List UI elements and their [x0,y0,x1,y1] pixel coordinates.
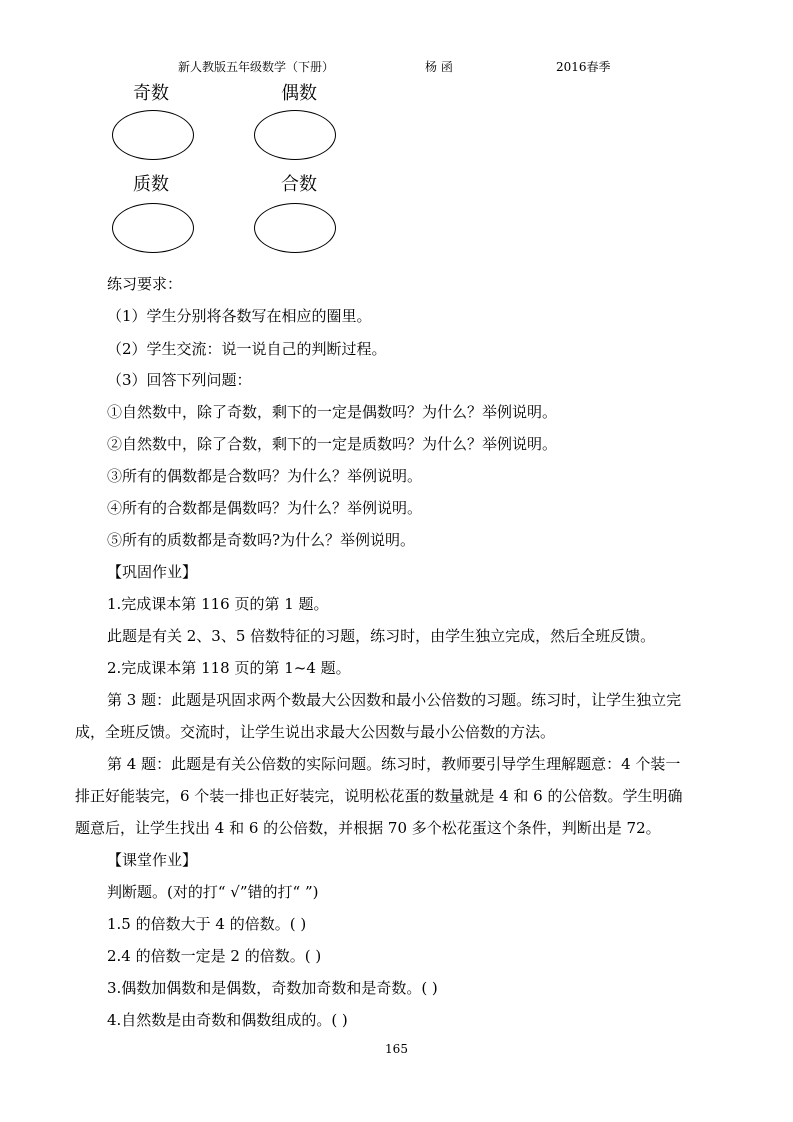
judge-item-4: 4.自然数是由奇数和偶数组成的。( ) [107,1011,348,1029]
exercise-4-note-line-2: 排正好能装完，6 个装一排也正好装完，说明松花蛋的数量就是 4 和 6 的公倍数。学生明确 [75,787,683,805]
composite-label: 合数 [281,174,317,195]
judge-item-1: 1.5 的倍数大于 4 的倍数。( ) [107,915,307,933]
consolidation-heading: 【巩固作业】 [107,563,198,581]
page-number: 165 [385,1042,408,1056]
question-4: ④所有的合数都是偶数吗？为什么？举例说明。 [107,499,423,517]
header-term: 2016春季 [556,60,611,74]
judge-title: 判断题。(对的打“ √”错的打“ ”) [107,883,319,901]
header-author: 杨 函 [425,60,453,74]
even-oval [254,110,336,160]
exercise-3-note-line-1: 第 3 题：此题是巩固求两个数最大公因数和最小公倍数的习题。练习时，让学生独立完 [107,691,682,709]
consolidation-note-1: 此题是有关 2、3、5 倍数特征的习题，练习时，由学生独立完成，然后全班反馈。 [107,627,656,645]
exercise-4-note-line-1: 第 4 题：此题是有关公倍数的实际问题。练习时，教师要引导学生理解题意：4 个装一 [107,755,681,773]
prime-oval [112,203,194,253]
header-title: 新人教版五年级数学（下册） [178,60,335,74]
judge-item-3: 3.偶数加偶数和是偶数，奇数加奇数和是奇数。( ) [107,979,438,997]
requirements-title: 练习要求： [107,275,183,293]
consolidation-item-2: 2.完成课本第 118 页的第 1~4 题。 [107,659,351,677]
question-5: ⑤所有的质数都是奇数吗?为什么？举例说明。 [107,531,416,549]
class-homework-heading: 【课堂作业】 [107,851,198,869]
requirement-2: （2）学生交流：说一说自己的判断过程。 [107,340,387,358]
odd-oval [112,110,194,160]
question-3: ③所有的偶数都是合数吗？为什么？举例说明。 [107,467,423,485]
requirement-3: （3）回答下列问题： [107,371,252,389]
question-2: ②自然数中，除了合数，剩下的一定是质数吗？为什么？举例说明。 [107,435,558,453]
even-label: 偶数 [281,83,317,104]
question-1: ①自然数中，除了奇数，剩下的一定是偶数吗？为什么？举例说明。 [107,403,558,421]
composite-oval [254,203,336,253]
prime-label: 质数 [133,174,169,195]
exercise-4-note-line-3: 题意后，让学生找出 4 和 6 的公倍数，并根据 70 多个松花蛋这个条件，判断出是 72。 [75,819,661,837]
exercise-3-note-line-2: 成，全班反馈。交流时，让学生说出求最大公因数与最小公倍数的方法。 [75,723,556,741]
judge-item-2: 2.4 的倍数一定是 2 的倍数。( ) [107,947,322,965]
odd-label: 奇数 [133,83,169,104]
page-header [0,58,793,76]
consolidation-item-1: 1.完成课本第 116 页的第 1 题。 [107,595,329,613]
requirement-1: （1）学生分别将各数写在相应的圈里。 [107,307,372,325]
